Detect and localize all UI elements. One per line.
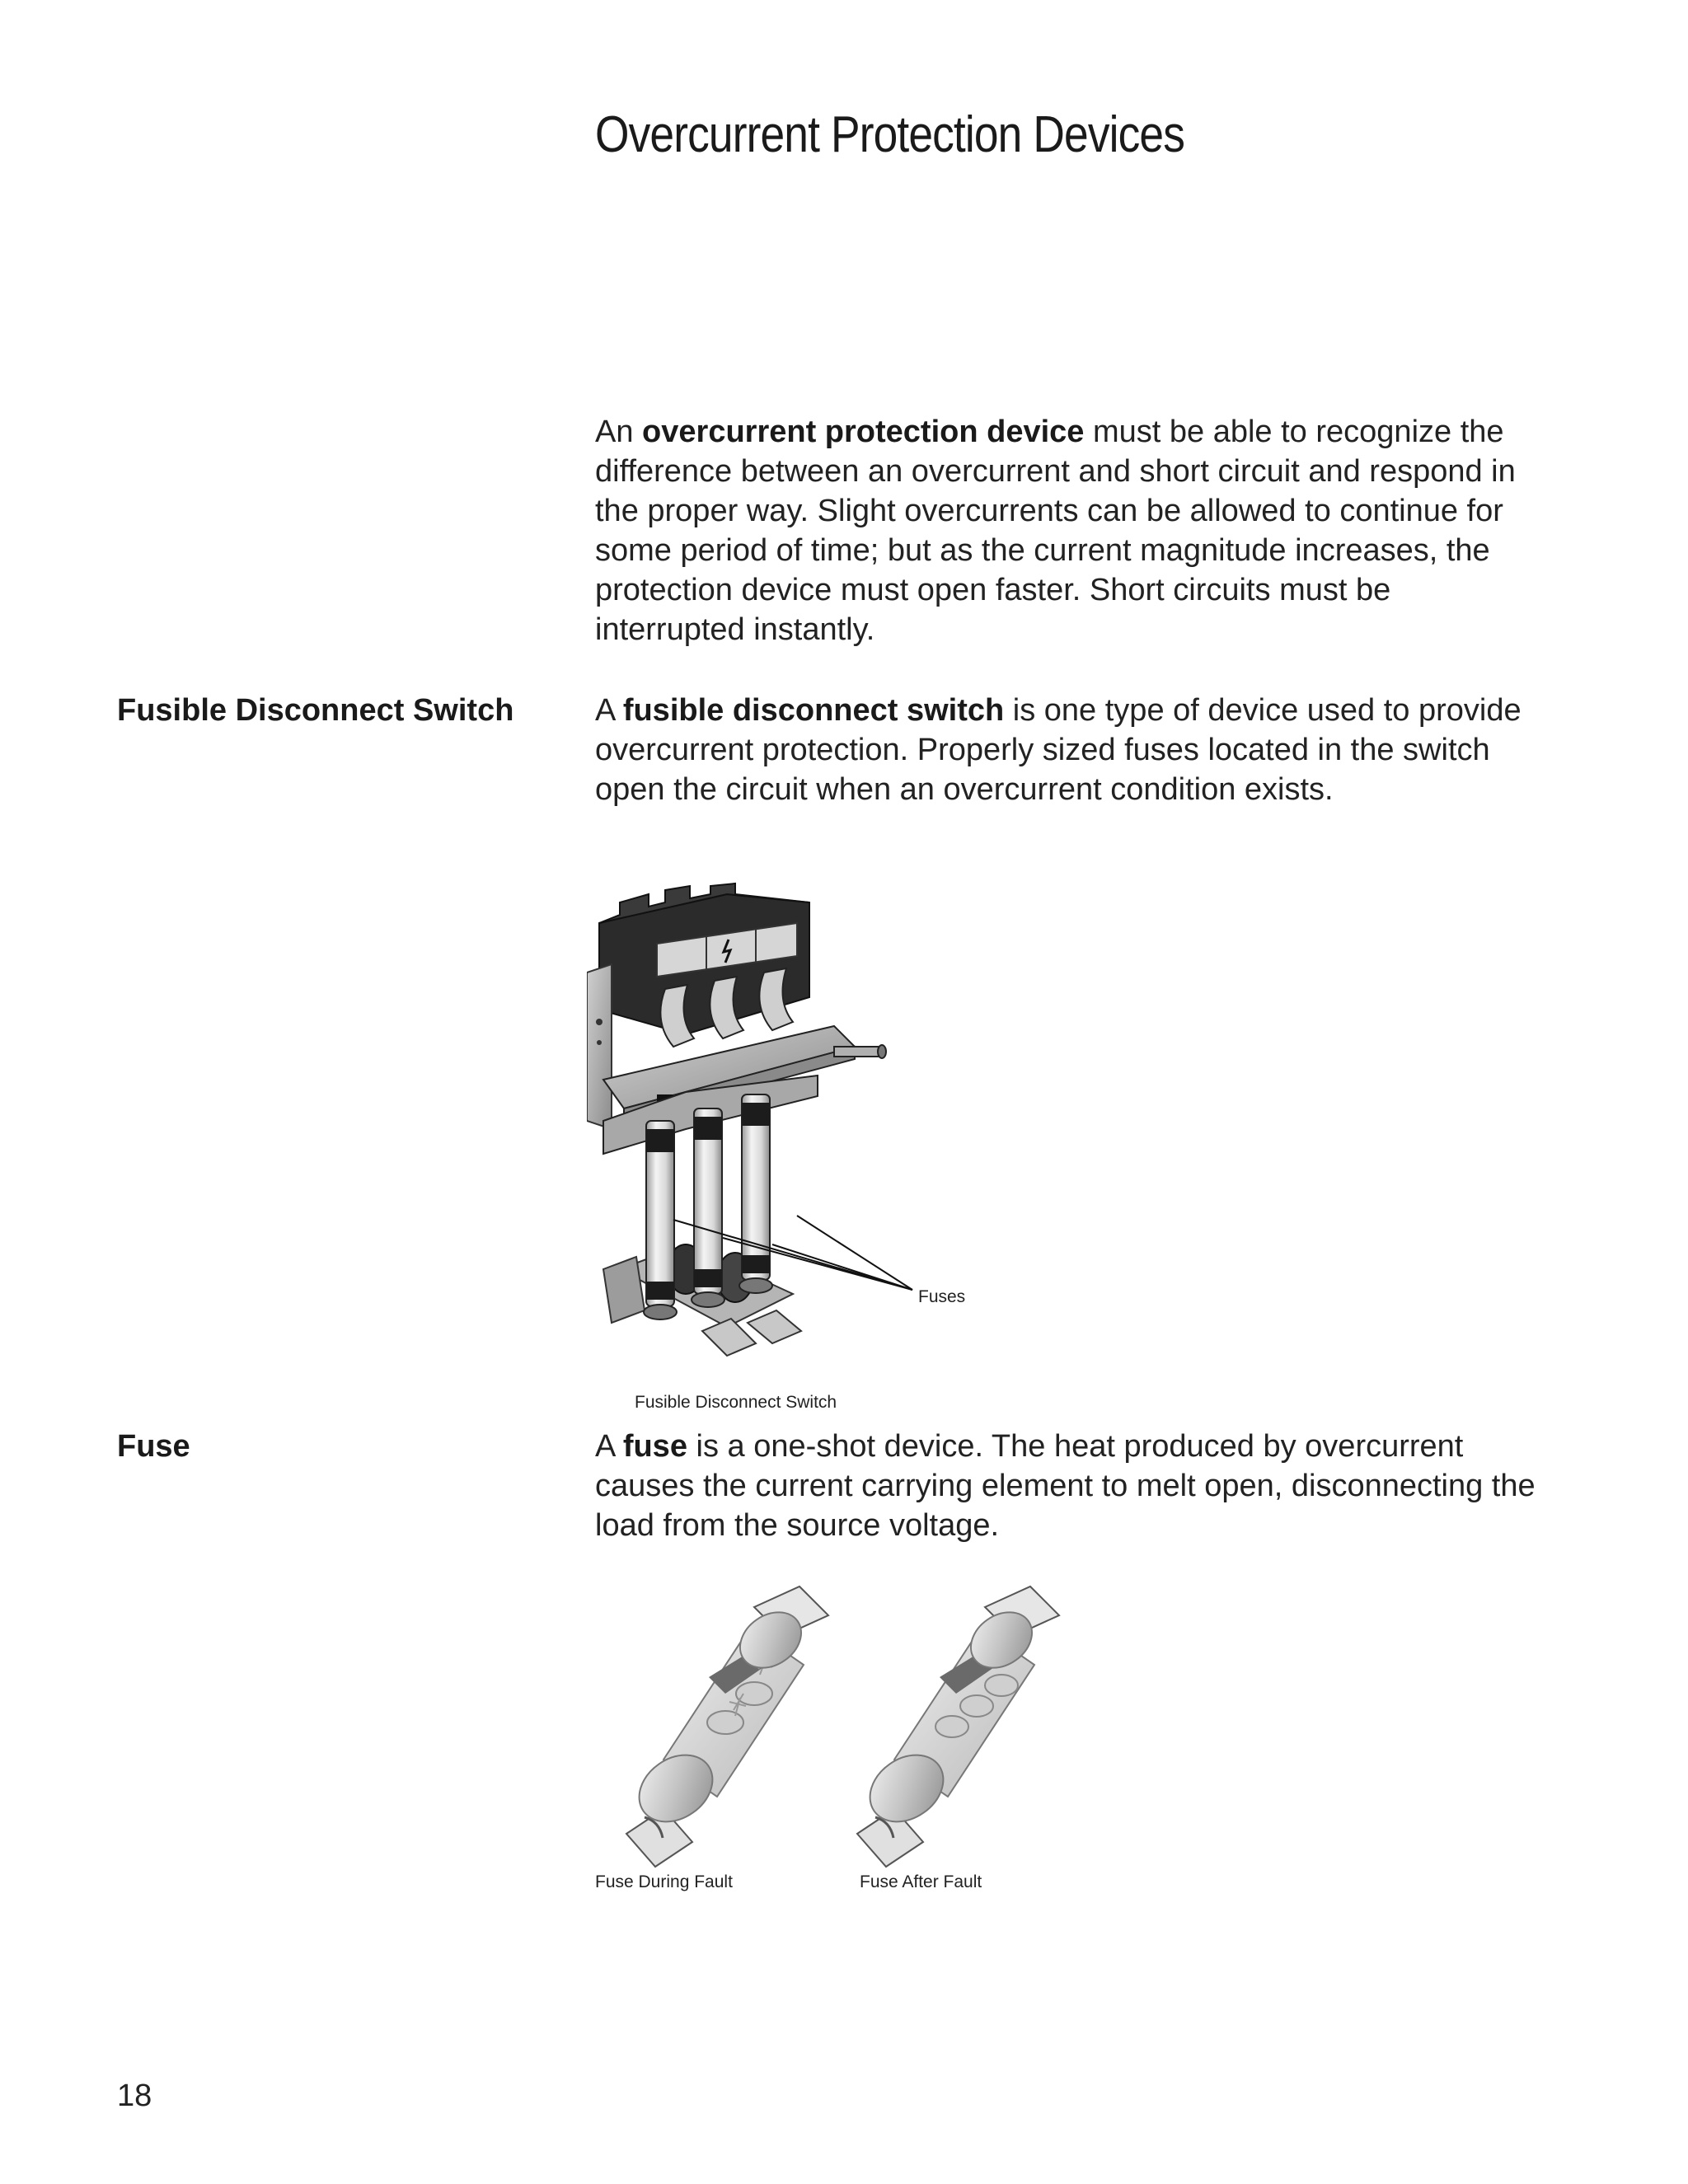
fuse-prefix: A — [595, 1429, 623, 1464]
intro-text: must be able to recognize the difference between an overcurrent and short circuit and respond in the proper way. Slight overcurrents can be allowed to continue for some period of time; but as the current magnitude increases, the protection device must open faster. Short circuits must be interrupted instantly. — [595, 415, 1516, 647]
fuse-term: fuse — [622, 1429, 687, 1464]
fusible-disconnect-switch-paragraph — [595, 691, 1543, 809]
switch-figure-caption: Fusible Disconnect Switch — [635, 1393, 837, 1412]
page-number: 18 — [117, 2079, 152, 2113]
fuse-illustration — [602, 1570, 1179, 1908]
fds-prefix: A — [595, 693, 623, 728]
section-heading-fusible-disconnect-switch: Fusible Disconnect Switch — [117, 693, 514, 728]
fuse-paragraph — [595, 1427, 1543, 1545]
section-heading-fuse: Fuse — [117, 1429, 190, 1464]
fusible-disconnect-switch-illustration — [587, 882, 982, 1409]
page-title: Overcurrent Protection Devices — [595, 106, 1185, 163]
fuse-during-fault-caption: Fuse During Fault — [595, 1872, 733, 1891]
fuse-after-fault-drawing — [857, 1586, 1059, 1867]
fuse-after-fault-caption: Fuse After Fault — [860, 1872, 982, 1891]
intro-prefix: An — [595, 415, 643, 449]
fuses-callout-label: Fuses — [918, 1287, 966, 1306]
fuse-during-fault-drawing — [626, 1586, 828, 1867]
fds-text: is one type of device used to provide overcurrent protection. Properly sized fuses located in the switch open the circuit when an overcurrent condition exists. — [595, 693, 1522, 807]
intro-term: overcurrent protection device — [642, 415, 1085, 449]
fuse-text: is a one-shot device. The heat produced by overcurrent causes the current carrying element to melt open, disconnecting the load from the source voltage. — [595, 1429, 1536, 1543]
fds-term: fusible disconnect switch — [622, 693, 1005, 728]
intro-paragraph — [595, 412, 1543, 649]
